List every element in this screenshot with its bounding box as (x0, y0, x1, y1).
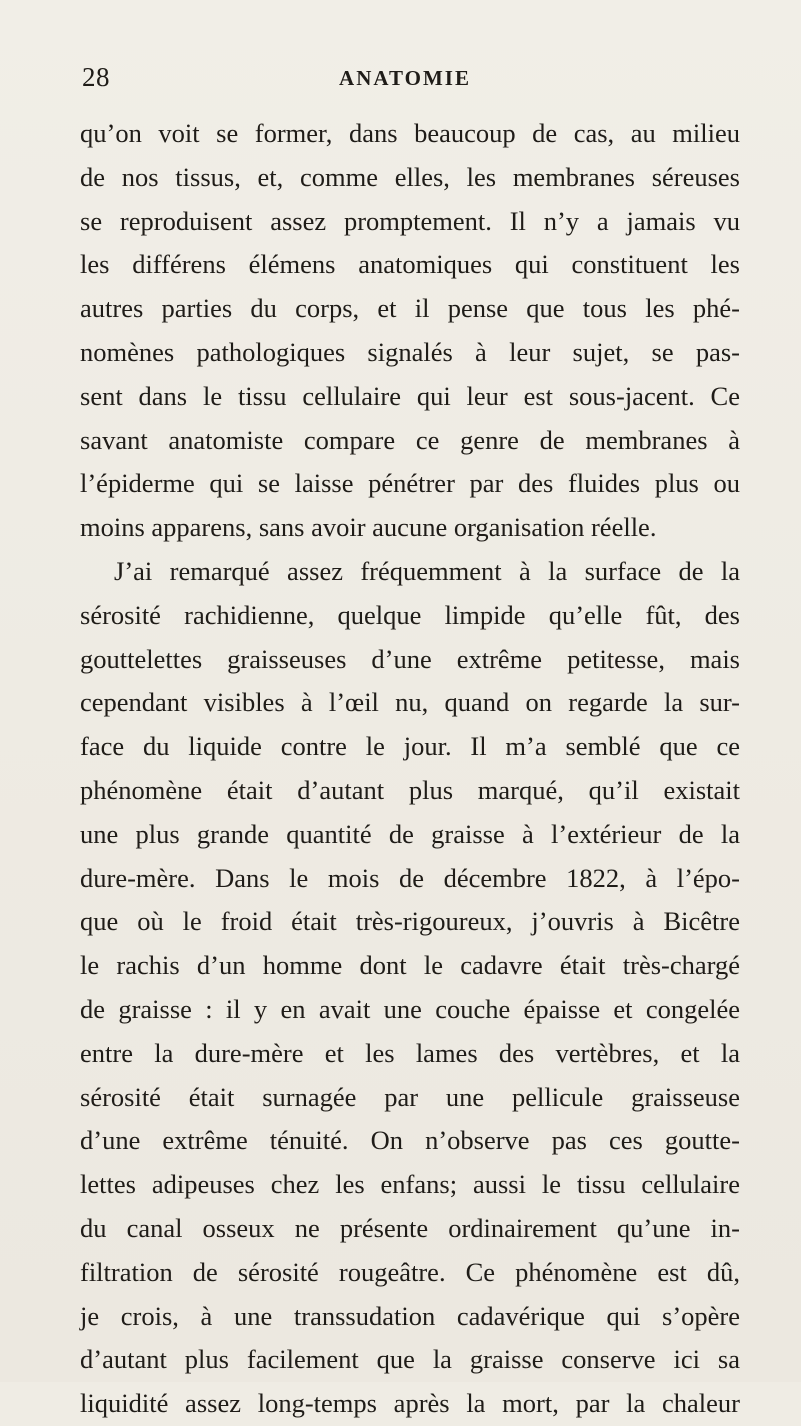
text-line: nomènes pathologiques signalés à leur sujet, se pas- (80, 336, 740, 367)
text-line: sent dans le tissu cellulaire qui leur est sous-jacent. Ce (80, 380, 740, 411)
text-line: du canal osseux ne présente ordinairement qu’une in- (80, 1212, 740, 1243)
text-line: dure-mère. Dans le mois de décembre 1822, à l’épo- (80, 862, 740, 893)
text-line: sérosité rachidienne, quelque limpide qu’elle fût, des (80, 599, 740, 630)
text-line: se reproduisent assez promptement. Il n’y a jamais vu (80, 205, 740, 236)
text-line: entre la dure-mère et les lames des vertèbres, et la (80, 1037, 740, 1068)
text-line: face du liquide contre le jour. Il m’a semblé que ce (80, 731, 740, 762)
text-line: je crois, à une transsudation cadavérique qui s’opère (80, 1300, 740, 1331)
text-line: autres parties du corps, et il pense que tous les phé- (80, 293, 740, 324)
body-text (80, 112, 740, 1426)
text-line: cependant visibles à l’œil nu, quand on regarde la sur- (80, 687, 740, 718)
running-title: ANATOMIE (339, 66, 471, 90)
text-line: phénomène était d’autant plus marqué, qu’il existait (80, 774, 740, 805)
page-number: 28 (82, 62, 110, 92)
text-line: que où le froid était très-rigoureux, j’ouvris à Bicêtre (80, 906, 740, 937)
text-line: une plus grande quantité de graisse à l’extérieur de la (80, 818, 740, 849)
text-line: les différens élémens anatomiques qui constituent les (80, 249, 740, 280)
text-line: de graisse : il y en avait une couche épaisse et congelée (80, 993, 740, 1024)
text-line: filtration de sérosité rougeâtre. Ce phénomène est dû, (80, 1256, 740, 1287)
text-line: J’ai remarqué assez fréquemment à la surface de la (114, 555, 740, 586)
text-line: lettes adipeuses chez les enfans; aussi le tissu cellulaire (80, 1169, 740, 1200)
page-header (80, 62, 730, 98)
text-line: liquidité assez long-temps après la mort, par la chaleur (80, 1388, 740, 1419)
text-line: moins apparens, sans avoir aucune organisation réelle. (80, 512, 657, 543)
text-line: d’autant plus facilement que la graisse conserve ici sa (80, 1344, 740, 1375)
text-line: de nos tissus, et, comme elles, les membranes séreuses (80, 161, 740, 192)
text-line: gouttelettes graisseuses d’une extrême petitesse, mais (80, 643, 740, 674)
text-line: l’épiderme qui se laisse pénétrer par des fluides plus ou (80, 468, 740, 499)
text-line: sérosité était surnagée par une pellicule graisseuse (80, 1081, 740, 1112)
text-line: savant anatomiste compare ce genre de membranes à (80, 424, 740, 455)
text-line: le rachis d’un homme dont le cadavre était très-chargé (80, 950, 740, 981)
text-line: d’une extrême ténuité. On n’observe pas ces goutte- (80, 1125, 740, 1156)
text-line: qu’on voit se former, dans beaucoup de cas, au milieu (80, 118, 740, 148)
